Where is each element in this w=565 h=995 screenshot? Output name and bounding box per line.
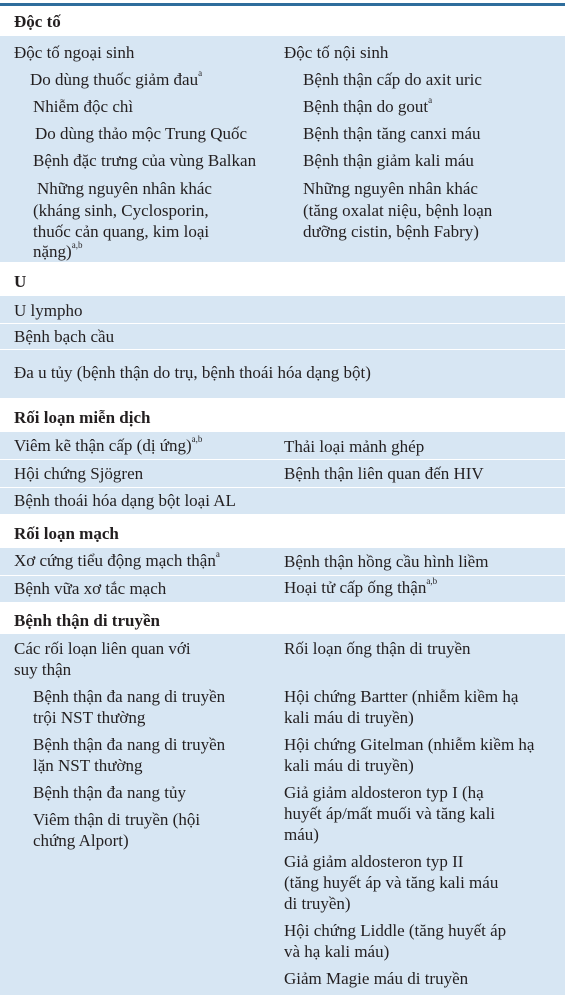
list-item: máu) <box>284 825 319 844</box>
list-item: Hội chứng Liddle (tăng huyết áp <box>284 921 507 940</box>
list-item: Giả giảm aldosteron typ II <box>284 852 464 871</box>
list-item: và hạ kali máu) <box>284 942 390 961</box>
table-row: Thải loại mảnh ghép <box>284 437 425 456</box>
table-row: Bệnh bạch cầu <box>14 327 115 346</box>
table-row: Hội chứng Sjögren <box>14 464 144 483</box>
list-item: Hội chứng Gitelman (nhiễm kiềm hạ <box>284 735 535 754</box>
toxins-title-band <box>0 6 565 36</box>
list-item: Những nguyên nhân khác <box>37 179 212 198</box>
list-item: di truyền) <box>284 894 351 913</box>
table-row: Bệnh thận hồng cầu hình liềm <box>284 552 489 571</box>
list-item: Nhiễm độc chì <box>33 97 134 116</box>
list-item: lặn NST thường <box>33 756 143 775</box>
row-divider <box>0 575 565 576</box>
list-item: kali máu di truyền) <box>284 708 414 727</box>
immune-title: Rối loạn miễn dịch <box>14 408 151 427</box>
table-row: Xơ cứng tiểu động mạch thận$^a$ <box>14 549 220 570</box>
table-row: U lympho <box>14 301 83 320</box>
list-item: thuốc cản quang, kim loại <box>33 222 210 241</box>
table-row: Viêm kẽ thận cấp (dị ứng)$^{a,b}$ <box>14 434 203 455</box>
tumors-title: U <box>14 272 27 291</box>
list-item: Bệnh đặc trưng của vùng Balkan <box>33 151 257 170</box>
endogenous-header: Độc tố nội sinh <box>284 43 389 62</box>
table-row: Hoại tử cấp ống thận$^{a,b}$ <box>284 576 438 597</box>
list-item: trội NST thường <box>33 708 146 727</box>
tumors-title-band <box>0 262 565 296</box>
list-item: Do dùng thuốc giảm đau$^a$ <box>30 68 203 89</box>
list-item: Do dùng thảo mộc Trung Quốc <box>35 124 248 143</box>
hereditary-title: Bệnh thận di truyền <box>14 611 160 630</box>
table-row: Đa u tủy (bệnh thận do trụ, bệnh thoái hóa dạng bột) <box>14 363 371 382</box>
row-divider <box>0 487 565 488</box>
list-item: Hội chứng Bartter (nhiễm kiềm hạ <box>284 687 519 706</box>
exogenous-header: Độc tố ngoại sinh <box>14 43 135 62</box>
list-item: Bệnh thận đa nang tủy <box>33 783 186 802</box>
row-divider <box>0 349 565 350</box>
table-row: Bệnh vữa xơ tắc mạch <box>14 579 167 598</box>
row-divider <box>0 459 565 460</box>
list-item: Bệnh thận do gout$^a$ <box>303 95 433 116</box>
list-item: (kháng sinh, Cyclosporin, <box>33 201 209 220</box>
list-item: (tăng huyết áp và tăng kali máu <box>284 873 499 892</box>
list-item: Bệnh thận cấp do axit uric <box>303 70 482 89</box>
list-item: chứng Alport) <box>33 831 129 850</box>
list-item: Giảm Magie máu di truyền <box>284 969 469 988</box>
list-item: Bệnh thận đa nang di truyền <box>33 687 226 706</box>
list-item: Bệnh thận tăng canxi máu <box>303 124 481 143</box>
list-item: huyết áp/mất muối và tăng kali <box>284 804 496 823</box>
toxins-title: Độc tố <box>14 12 61 31</box>
hereditary-right-header: Rối loạn ống thận di truyền <box>284 639 471 658</box>
list-item: Những nguyên nhân khác <box>303 179 478 198</box>
list-item: nặng)$^{a,b}$ <box>33 240 83 261</box>
list-item: kali máu di truyền) <box>284 756 414 775</box>
list-item: Viêm thận di truyền (hội <box>33 810 201 829</box>
list-item: Bệnh thận đa nang di truyền <box>33 735 226 754</box>
list-item: (tăng oxalat niệu, bệnh loạn <box>303 201 493 220</box>
hereditary-left-header: Các rối loạn liên quan với <box>14 639 191 658</box>
table-row: Bệnh thoái hóa dạng bột loại AL <box>14 491 236 510</box>
row-divider <box>0 323 565 324</box>
list-item: Giả giảm aldosteron typ I (hạ <box>284 783 484 802</box>
table-row: Bệnh thận liên quan đến HIV <box>284 464 484 483</box>
list-item: dưỡng cistin, bệnh Fabry) <box>303 222 479 241</box>
list-item: Bệnh thận giảm kali máu <box>303 151 474 170</box>
vascular-title: Rối loạn mạch <box>14 524 119 543</box>
hereditary-left-header: suy thận <box>14 660 72 679</box>
